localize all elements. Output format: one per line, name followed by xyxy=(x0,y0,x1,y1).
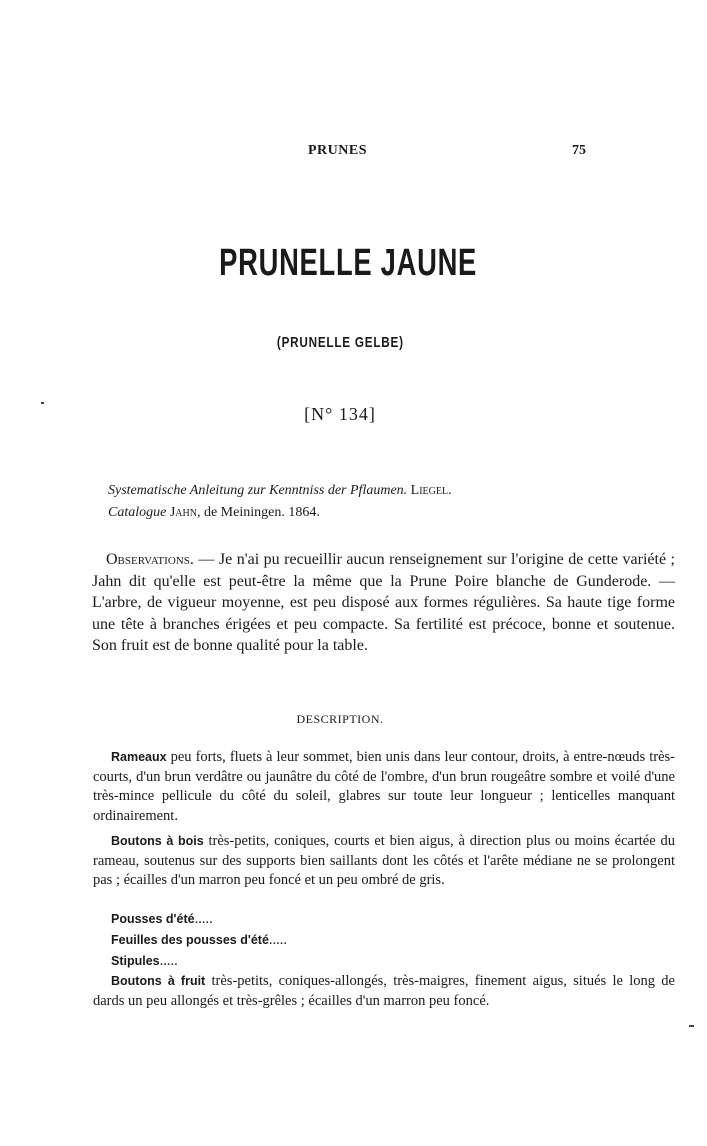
entry-term: Stipules xyxy=(111,954,160,968)
reference-2-rest: , de Meiningen. 1864. xyxy=(196,505,320,520)
entry-text: ..... xyxy=(159,953,178,969)
description-entry-pousses-d-ete xyxy=(111,911,213,928)
entry-term: Boutons à bois xyxy=(111,834,204,848)
entry-text: peu forts, fluets à leur sommet, bien unis dans leur contour, droits, à entre-nœuds très-courts, d'un brun verdâtre ou jaunâtre du côté de l'ombre, d'un brun rougeâtre sombre et voilé d'une très-mince pellicule du côté du soleil, glabres sur toute leur longueur ; lenticelles manquant ordinairement. xyxy=(93,749,675,824)
references xyxy=(108,480,452,524)
reference-2-title: Catalogue xyxy=(108,505,167,520)
description-heading: DESCRIPTION. xyxy=(296,712,384,726)
description-entry-boutons-a-bois xyxy=(93,832,675,891)
entry-text: très-petits, coniques-allongés, très-maigres, finement aigus, situés le long de dards un peu allongés et très-grêles ; écailles d'un marron peu foncé. xyxy=(93,973,675,1009)
description-entry-rameaux xyxy=(93,748,675,826)
entry-text: ..... xyxy=(194,911,213,927)
description-entry-feuilles xyxy=(111,932,287,949)
subtitle-block xyxy=(0,334,680,352)
observations-text: — Je n'ai pu recueillir aucun renseignement sur l'origine de cette variété ; Jahn dit qu'elle est peut-être la même que la Prune Poire blanche de Gunderode. — L'arbre, de vigueur moyenne, est peu disposé aux formes régulières. Sa haute tige forme une tête à branches érigées et peu compacte. Sa fertilité est précoce, bonne et soutenue. Son fruit est de bonne qualité pour la table. xyxy=(92,551,675,654)
observations-paragraph xyxy=(92,549,675,657)
scan-speck xyxy=(41,402,44,404)
reference-2-author: Jahn xyxy=(169,505,197,520)
running-head: PRUNES xyxy=(308,143,368,158)
entry-text: ..... xyxy=(268,932,288,948)
page-number: 75 xyxy=(572,143,586,158)
entry-term: Pousses d'été xyxy=(111,912,195,926)
entry-term: Rameaux xyxy=(111,750,167,764)
reference-1-author: Liegel. xyxy=(410,483,452,498)
subtitle: (PRUNELLE GELBE) xyxy=(276,334,404,351)
scan-speck xyxy=(689,1025,694,1027)
description-entry-stipules xyxy=(111,953,178,970)
reference-1-title: Systematische Anleitung zur Kenntniss der Pflaumen. xyxy=(108,483,408,498)
entry-text: très-petits, coniques, courts et bien aigus, à direction plus ou moins écartée du rameau, soutenus sur des supports bien saillants dont les côtés et l'arête médiane ne se prolongent pas ; écailles d'un marron peu foncé et un peu ombré de gris. xyxy=(93,833,675,888)
observations-label: Observations. xyxy=(106,551,194,568)
entry-term: Feuilles des pousses d'été xyxy=(111,933,269,947)
reference-2 xyxy=(108,502,452,524)
catalog-number: [N° 134] xyxy=(304,404,376,424)
page-title: PRUNELLE JAUNE xyxy=(219,242,478,284)
description-entry-boutons-a-fruit xyxy=(93,972,675,1011)
page-title-block xyxy=(0,242,707,285)
entry-term: Boutons à fruit xyxy=(111,974,206,988)
reference-1 xyxy=(108,480,452,502)
